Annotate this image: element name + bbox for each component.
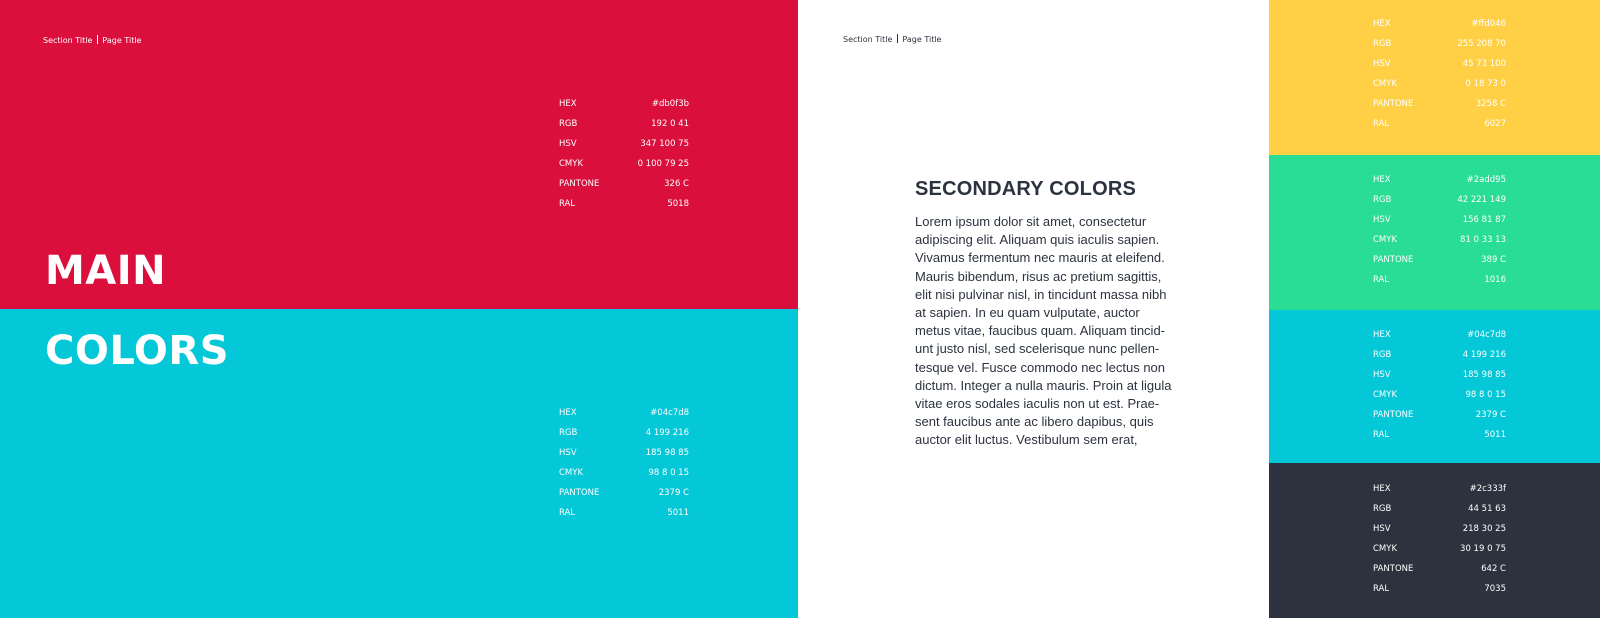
page-title-line-2: COLORS: [45, 328, 230, 374]
body-line: adipiscing elit. Aliquam quis iaculis sapien.: [915, 232, 1160, 248]
spec-value: 192 0 41: [651, 119, 689, 129]
breadcrumb-section: Section Title: [843, 35, 893, 44]
spec-row: [1373, 425, 1506, 445]
spec-row: [559, 503, 689, 523]
spec-value: 255 208 70: [1457, 39, 1506, 49]
breadcrumb-divider: [897, 34, 898, 43]
spec-row: [1373, 579, 1506, 599]
spec-label: HEX: [1373, 19, 1391, 29]
spec-label: RGB: [1373, 195, 1392, 205]
spec-label: PANTONE: [559, 488, 600, 498]
swatch-cyan: [1269, 310, 1600, 465]
spec-row: [1373, 190, 1506, 210]
spec-row: [559, 463, 689, 483]
breadcrumb-section: Section Title: [43, 36, 93, 45]
spec-value: 4 199 216: [645, 428, 689, 438]
spec-value: 42 221 149: [1457, 195, 1506, 205]
spec-label: RAL: [559, 199, 576, 209]
spec-row: [559, 403, 689, 423]
body-line: Mauris bibendum, risus ac pretium sagittis,: [915, 268, 1162, 284]
spec-row: [1373, 170, 1506, 190]
page-title-line-1: MAIN: [45, 248, 167, 294]
spec-value: 642 C: [1481, 564, 1506, 574]
spec-label: HEX: [559, 408, 577, 418]
breadcrumb-page: Page Title: [902, 35, 942, 44]
spec-table-main-primary: [559, 94, 689, 214]
spec-label: RGB: [1373, 350, 1392, 360]
spec-value: 3258 C: [1475, 99, 1506, 109]
body-line: metus vitae, faucibus quam. Aliquam tincid-: [915, 323, 1166, 339]
body-line: sent faucibus ante ac libero dapibus, quis: [915, 414, 1154, 430]
spec-value: 0 100 79 25: [637, 159, 689, 169]
spec-value: 7035: [1484, 584, 1506, 594]
spec-label: HEX: [559, 99, 577, 109]
spec-table-green: [1373, 170, 1506, 290]
spec-value: 218 30 25: [1462, 524, 1506, 534]
spec-label: PANTONE: [1373, 255, 1414, 265]
spec-value: 98 8 0 15: [648, 468, 689, 478]
spec-row: [1373, 210, 1506, 230]
spec-value: 156 81 87: [1462, 215, 1506, 225]
spec-value: #2add95: [1466, 175, 1506, 185]
spec-label: HEX: [1373, 484, 1391, 494]
spec-label: CMYK: [1373, 235, 1398, 245]
spec-row: [1373, 559, 1506, 579]
spec-value: 81 0 33 13: [1460, 235, 1506, 245]
swatch-yellow: [1269, 0, 1600, 155]
spec-label: RGB: [1373, 39, 1392, 49]
spec-row: [1373, 230, 1506, 250]
spec-value: 1016: [1484, 275, 1506, 285]
secondary-colors-body: [915, 213, 1177, 450]
spec-label: HEX: [1373, 175, 1391, 185]
spec-row: [1373, 405, 1506, 425]
spec-value: 44 51 63: [1468, 504, 1506, 514]
spec-row: [559, 94, 689, 114]
spec-row: [559, 483, 689, 503]
spec-label: HSV: [1373, 215, 1391, 225]
spec-label: CMYK: [1373, 79, 1398, 89]
body-line: elit nisi pulvinar nisl, in tincidunt massa nibh: [915, 286, 1167, 302]
spec-row: [1373, 94, 1506, 114]
swatch-dark: [1269, 463, 1600, 618]
spec-row: [559, 194, 689, 214]
spec-row: [559, 154, 689, 174]
spec-label: RAL: [1373, 430, 1390, 440]
spec-value: #ffd046: [1471, 19, 1506, 29]
spec-row: [1373, 365, 1506, 385]
spec-value: 5011: [1484, 430, 1506, 440]
spec-value: 389 C: [1481, 255, 1506, 265]
spec-value: 5018: [667, 199, 689, 209]
spec-table-yellow: [1373, 14, 1506, 134]
spec-value: 0 18 73 0: [1465, 79, 1506, 89]
spec-table-cyan: [1373, 325, 1506, 445]
body-line: Vivamus fermentum nec mauris at eleifend.: [915, 250, 1165, 266]
spec-label: PANTONE: [559, 179, 600, 189]
body-line: unt justo nisl, sed scelerisque nunc pellen-: [915, 341, 1160, 357]
spec-table-main-secondary: [559, 403, 689, 523]
spec-value: 45 73 100: [1462, 59, 1506, 69]
spec-label: PANTONE: [1373, 564, 1414, 574]
breadcrumb-divider: [97, 35, 98, 44]
spec-row: [1373, 114, 1506, 134]
swatch-green: [1269, 155, 1600, 310]
spec-row: [559, 114, 689, 134]
spec-value: 2379 C: [658, 488, 689, 498]
body-line: tesque vel. Fusce commodo nec lectus non: [915, 359, 1166, 375]
spec-row: [559, 174, 689, 194]
spec-row: [1373, 479, 1506, 499]
spec-row: [559, 134, 689, 154]
spec-value: #db0f3b: [651, 99, 689, 109]
spec-value: 326 C: [664, 179, 689, 189]
spec-value: #04c7d8: [650, 408, 689, 418]
spec-label: HSV: [1373, 370, 1391, 380]
spec-label: RGB: [559, 119, 578, 129]
breadcrumb-left: [43, 35, 141, 45]
spec-label: RAL: [559, 508, 576, 518]
spec-row: [559, 443, 689, 463]
spec-label: PANTONE: [1373, 99, 1414, 109]
secondary-colors-heading: SECONDARY COLORS: [915, 178, 1137, 200]
body-line: Lorem ipsum dolor sit amet, consectetur: [915, 214, 1147, 229]
spec-value: 347 100 75: [640, 139, 689, 149]
spec-row: [1373, 54, 1506, 74]
spec-label: CMYK: [559, 159, 584, 169]
spec-row: [1373, 325, 1506, 345]
spec-value: 98 8 0 15: [1465, 390, 1506, 400]
spec-label: HSV: [1373, 59, 1391, 69]
spec-label: CMYK: [1373, 544, 1398, 554]
spec-row: [1373, 14, 1506, 34]
body-line: vitae eros sodales iaculis non ut est. Prae-: [915, 396, 1160, 412]
spec-row: [1373, 519, 1506, 539]
spec-value: 2379 C: [1475, 410, 1506, 420]
spec-row: [1373, 250, 1506, 270]
body-line: at sapien. In eu quam vulputate, auctor: [915, 305, 1140, 321]
spec-value: 185 98 85: [1462, 370, 1506, 380]
spec-label: RGB: [559, 428, 578, 438]
spec-row: [1373, 385, 1506, 405]
spec-row: [1373, 345, 1506, 365]
spec-value: 5011: [667, 508, 689, 518]
spec-label: HEX: [1373, 330, 1391, 340]
spec-value: 30 19 0 75: [1460, 544, 1506, 554]
spec-value: #2c333f: [1469, 484, 1506, 494]
spec-label: CMYK: [1373, 390, 1398, 400]
spec-label: RAL: [1373, 119, 1390, 129]
spec-row: [1373, 74, 1506, 94]
spec-label: HSV: [1373, 524, 1391, 534]
breadcrumb-right: [843, 34, 941, 44]
spec-label: RAL: [1373, 584, 1390, 594]
spec-label: RGB: [1373, 504, 1392, 514]
spec-value: 6027: [1484, 119, 1506, 129]
spec-label: HSV: [559, 139, 577, 149]
spec-row: [559, 423, 689, 443]
spec-row: [1373, 539, 1506, 559]
body-line: dictum. Integer a nulla mauris. Proin at ligula: [915, 377, 1172, 393]
spec-row: [1373, 270, 1506, 290]
spec-row: [1373, 499, 1506, 519]
spec-label: PANTONE: [1373, 410, 1414, 420]
spec-label: RAL: [1373, 275, 1390, 285]
breadcrumb-page: Page Title: [102, 36, 142, 45]
spec-value: 4 199 216: [1462, 350, 1506, 360]
spec-value: #04c7d8: [1467, 330, 1506, 340]
spec-row: [1373, 34, 1506, 54]
spec-label: HSV: [559, 448, 577, 458]
spec-label: CMYK: [559, 468, 584, 478]
body-line: auctor elit luctus. Vestibulum sem erat,: [915, 432, 1138, 448]
spec-table-dark: [1373, 479, 1506, 599]
spec-value: 185 98 85: [645, 448, 689, 458]
